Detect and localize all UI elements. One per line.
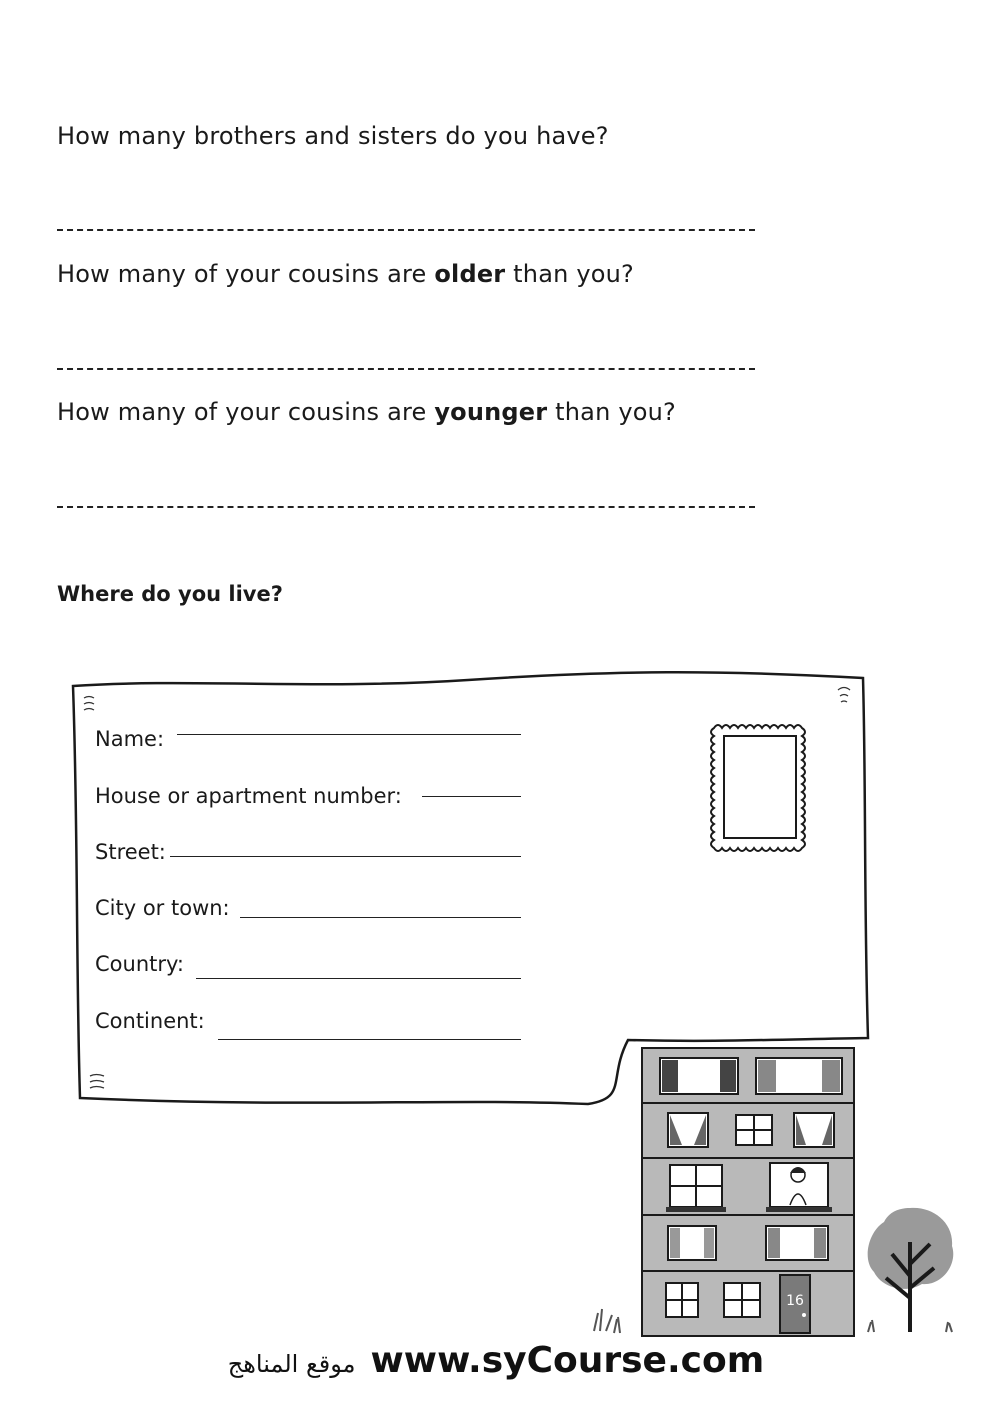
field-city-line[interactable]	[240, 917, 521, 918]
field-street-label: Street:	[95, 840, 166, 864]
field-country-label: Country:	[95, 952, 184, 976]
answer-line-younger-cousins[interactable]	[57, 506, 755, 508]
question-siblings: How many brothers and sisters do you have?	[57, 122, 609, 150]
field-city-label: City or town:	[95, 896, 230, 920]
section-heading: Where do you live?	[57, 582, 283, 606]
answer-line-siblings[interactable]	[57, 229, 755, 231]
field-country-line[interactable]	[196, 978, 521, 979]
question-older-cousins: How many of your cousins are older than you?	[57, 260, 634, 288]
field-name-line[interactable]	[177, 734, 521, 735]
postage-stamp-icon	[708, 720, 810, 856]
apartment-building-illustration	[590, 1043, 862, 1343]
field-continent-label: Continent:	[95, 1009, 205, 1033]
footer-url: www.syCourse.com	[370, 1340, 765, 1381]
field-house-number-line[interactable]	[422, 796, 521, 797]
footer-watermark	[0, 1340, 992, 1381]
field-continent-line[interactable]	[218, 1039, 521, 1040]
field-house-number-label: House or apartment number:	[95, 784, 402, 808]
answer-line-older-cousins[interactable]	[57, 368, 755, 370]
field-street-line[interactable]	[170, 856, 521, 857]
footer-arabic: موقع المناهج	[227, 1350, 356, 1378]
field-name-label: Name:	[95, 727, 165, 751]
door-number: 16	[786, 1293, 804, 1309]
tree-icon	[862, 1202, 958, 1336]
question-younger-cousins: How many of your cousins are younger than you?	[57, 398, 676, 426]
